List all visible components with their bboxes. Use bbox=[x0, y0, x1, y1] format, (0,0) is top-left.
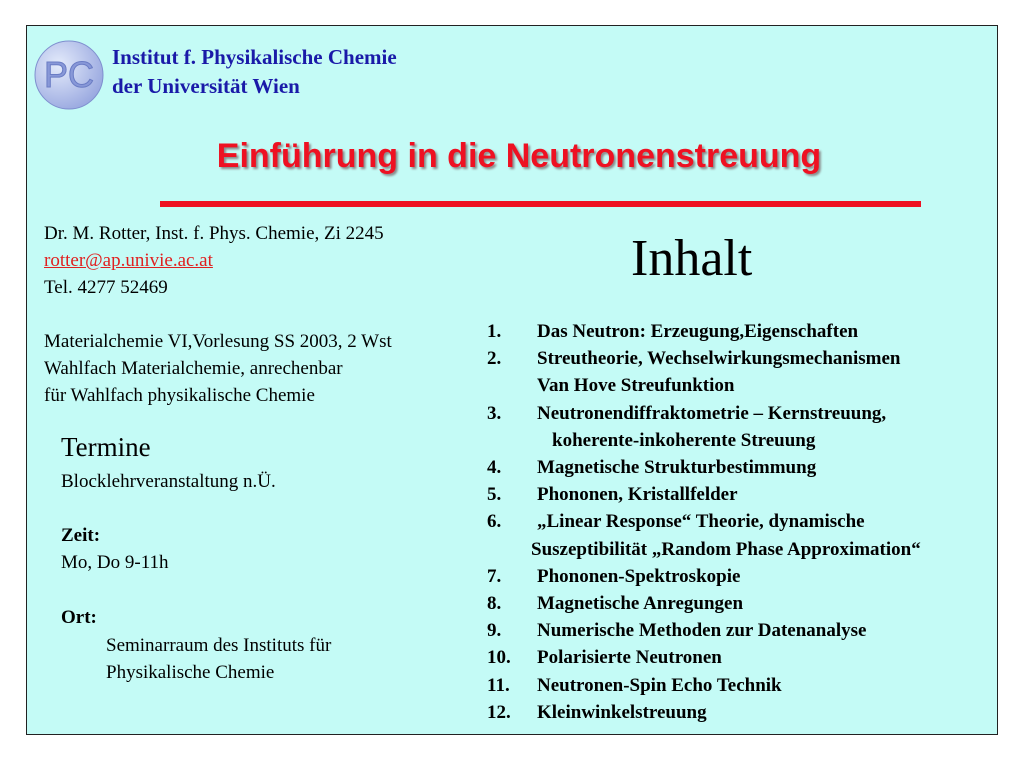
inhalt-item-number: 4. bbox=[487, 457, 502, 478]
inhalt-item-text: Neutronendiffraktometrie – Kernstreuung, bbox=[537, 402, 887, 424]
inhalt-item-text: Magnetische Strukturbestimmung bbox=[537, 457, 817, 478]
course-info-line3: für Wahlfach physikalische Chemie bbox=[44, 385, 315, 406]
inhalt-item-text: Phononen, Kristallfelder bbox=[537, 484, 738, 506]
ort-label: Ort: bbox=[61, 607, 97, 628]
inhalt-item-continuation: Van Hove Streufunktion bbox=[537, 375, 735, 397]
zeit-value: Mo, Do 9-11h bbox=[61, 552, 169, 573]
title-underline bbox=[160, 201, 921, 207]
inhalt-item-number: 5. bbox=[487, 484, 502, 506]
inhalt-item-number: 2. bbox=[487, 348, 502, 370]
course-info-line2: Wahlfach Materialchemie, anrechenbar bbox=[44, 358, 343, 379]
termine-text: Blocklehrveranstaltung n.Ü. bbox=[61, 471, 276, 492]
inhalt-item-continuation: koherente-inkoherente Streuung bbox=[552, 429, 816, 451]
termine-heading: Termine bbox=[61, 432, 151, 462]
slide-title: Einführung in die Neutronenstreuung bbox=[216, 137, 822, 175]
inhalt-item-number: 7. bbox=[487, 565, 502, 587]
inhalt-item-number: 3. bbox=[487, 402, 502, 424]
inhalt-item-continuation: Suszeptibilität „Random Phase Approximation“ bbox=[531, 538, 921, 560]
inhalt-item-number: 6. bbox=[487, 511, 502, 533]
institute-name-line2: der Universität Wien bbox=[112, 74, 300, 98]
inhalt-item-number: 1. bbox=[487, 321, 502, 342]
inhalt-item-text: Neutronen-Spin Echo Technik bbox=[537, 674, 782, 696]
inhalt-item-text: Phononen-Spektroskopie bbox=[537, 565, 741, 587]
contact-email-link[interactable]: rotter@ap.univie.ac.at bbox=[44, 250, 213, 271]
inhalt-heading: Inhalt bbox=[631, 230, 753, 287]
inhalt-item-text: Streutheorie, Wechselwirkungsmechanismen bbox=[537, 348, 901, 370]
contact-phone: Tel. 4277 52469 bbox=[44, 277, 168, 298]
course-info-line1: Materialchemie VI,Vorlesung SS 2003, 2 Wst bbox=[44, 331, 392, 352]
institute-name-line1: Institut f. Physikalische Chemie bbox=[112, 45, 397, 69]
inhalt-item-text: Numerische Methoden zur Datenanalyse bbox=[537, 620, 867, 642]
inhalt-item-text: Das Neutron: Erzeugung,Eigenschaften bbox=[537, 321, 859, 342]
inhalt-item-number: 12. bbox=[487, 701, 511, 723]
contact-name: Dr. M. Rotter, Inst. f. Phys. Chemie, Zi 2245 bbox=[44, 223, 384, 244]
zeit-label: Zeit: bbox=[61, 525, 101, 546]
ort-line1: Seminarraum des Instituts für bbox=[106, 635, 332, 656]
institute-logo bbox=[34, 40, 104, 110]
inhalt-item-number: 9. bbox=[487, 620, 502, 642]
inhalt-item-text: Polarisierte Neutronen bbox=[537, 647, 722, 669]
inhalt-item-text: Magnetische Anregungen bbox=[537, 593, 744, 614]
inhalt-item-text: Kleinwinkelstreuung bbox=[537, 701, 707, 723]
inhalt-item-text: „Linear Response“ Theorie, dynamische bbox=[537, 511, 865, 533]
inhalt-item-number: 11. bbox=[487, 674, 510, 696]
svg-text:PC: PC bbox=[43, 54, 95, 95]
inhalt-item-number: 8. bbox=[487, 593, 502, 614]
inhalt-item-number: 10. bbox=[487, 647, 511, 669]
ort-line2: Physikalische Chemie bbox=[106, 662, 275, 683]
